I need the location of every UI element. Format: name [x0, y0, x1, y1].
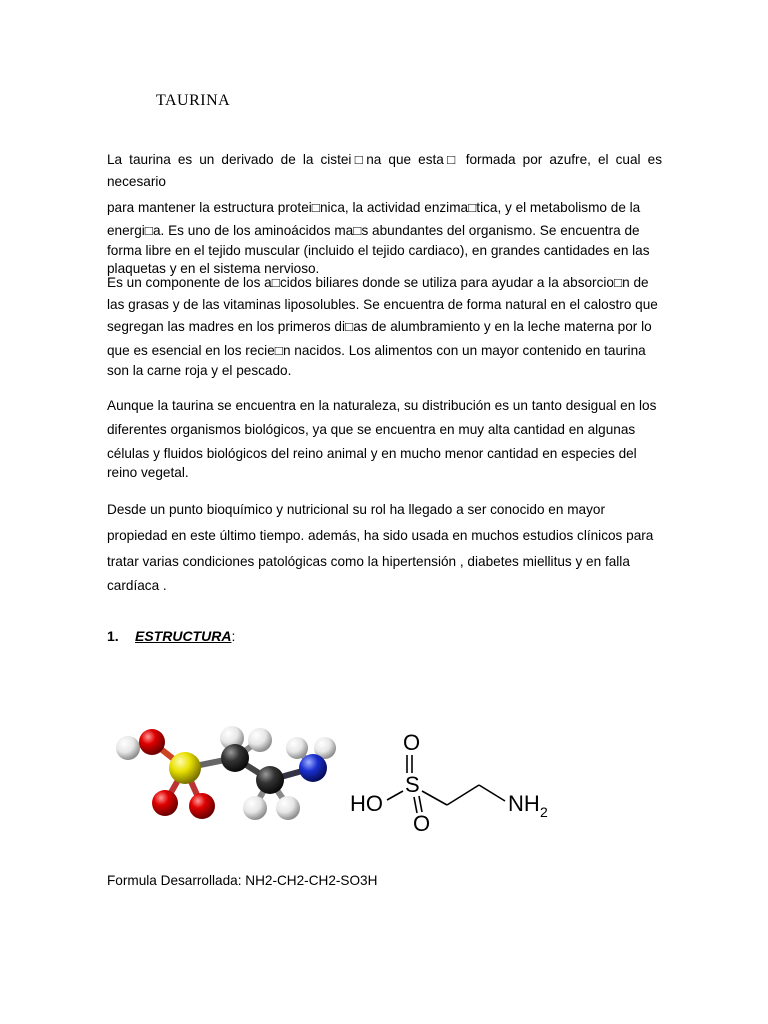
- hydrogen-atom: [116, 736, 140, 760]
- taurine-ball-and-stick-model: [110, 718, 345, 833]
- section-colon: :: [231, 628, 236, 644]
- paragraph-line: Aunque la taurina se encuentra en la naturaleza, su distribución es un tanto desigual en los: [107, 398, 657, 413]
- paragraph-line: células y fluidos biológicos del reino animal y en mucho menor cantidad en especies del: [107, 446, 637, 461]
- paragraph-line: reino vegetal.: [107, 465, 189, 480]
- oxygen-atom: [139, 729, 165, 755]
- skeletal-sub2: 2: [540, 804, 548, 820]
- oxygen-atom: [152, 790, 178, 816]
- paragraph-line: La taurina es un derivado de la cistei□na que esta□ formada por azufre, el cual es necesario: [107, 152, 662, 189]
- paragraph-line: que es esencial en los recie□n nacidos. Los alimentos con un mayor contenido en taurina: [107, 343, 646, 358]
- paragraph-line: Es un componente de los a□cidos biliares donde se utiliza para ayudar a la absorcio□n de: [107, 275, 649, 290]
- developed-formula: Formula Desarrollada: NH2-CH2-CH2-SO3H: [107, 873, 378, 888]
- oxygen-atom: [189, 793, 215, 819]
- paragraph-function: [107, 272, 662, 382]
- paragraph-line: plaquetas y en el sistema nervioso.: [107, 261, 320, 276]
- nitrogen-atom: [299, 754, 327, 782]
- paragraph-line: segregan las madres en los primeros di□as de alumbramiento y en la leche materna por lo: [107, 319, 652, 334]
- paragraph-line: propiedad en este último tiempo. además, ha sido usada en muchos estudios clínicos para: [107, 528, 654, 543]
- hydrogen-atom: [276, 796, 300, 820]
- document-title: TAURINA: [156, 92, 231, 109]
- paragraph-line: tratar varias condiciones patológicas como la hipertensión , diabetes miellitus y en falla: [107, 554, 630, 569]
- paragraph-line: energi□a. Es uno de los aminoácidos ma□s abundantes del organismo. Se encuentra de: [107, 223, 640, 238]
- paragraph-line: Desde un punto bioquímico y nutricional su rol ha llegado a ser conocido en mayor: [107, 502, 605, 517]
- paragraph-line: cardíaca .: [107, 578, 167, 593]
- paragraph-line: las grasas y de las vitaminas liposolubles. Se encuentra de forma natural en el calostro que: [107, 297, 658, 312]
- section-number: 1.: [107, 628, 119, 644]
- skeletal-nh: NH: [508, 791, 540, 816]
- paragraph-line: diferentes organismos biológicos, ya que se encuentra en muy alta cantidad en algunas: [107, 422, 636, 437]
- paragraph-line: para mantener la estructura protei□nica, la actividad enzima□tica, y el metabolismo de la: [107, 200, 641, 215]
- skeletal-ho: HO: [350, 791, 383, 816]
- hydrogen-atom: [248, 728, 272, 752]
- skeletal-o-bottom: O: [413, 811, 431, 835]
- paragraph-line: son la carne roja y el pescado.: [107, 363, 292, 378]
- paragraph-definition: [107, 149, 662, 280]
- paragraph-line: forma libre en el tejido muscular (incluido el tejido cardiaco), en grandes cantidades en las: [107, 243, 650, 258]
- section-label: ESTRUCTURA: [135, 628, 232, 644]
- hydrogen-atom: [286, 737, 308, 759]
- carbon-atom: [221, 744, 249, 772]
- carbon-atom: [256, 766, 284, 794]
- sulfur-atom: [169, 752, 201, 784]
- hydrogen-atom: [243, 796, 267, 820]
- section-heading-estructura: [107, 628, 235, 644]
- paragraph-biochemistry: [107, 499, 662, 597]
- skeletal-s: S: [405, 772, 420, 797]
- taurine-skeletal-formula: [345, 725, 560, 835]
- skeletal-o-top: O: [403, 730, 421, 755]
- paragraph-distribution: [107, 395, 662, 484]
